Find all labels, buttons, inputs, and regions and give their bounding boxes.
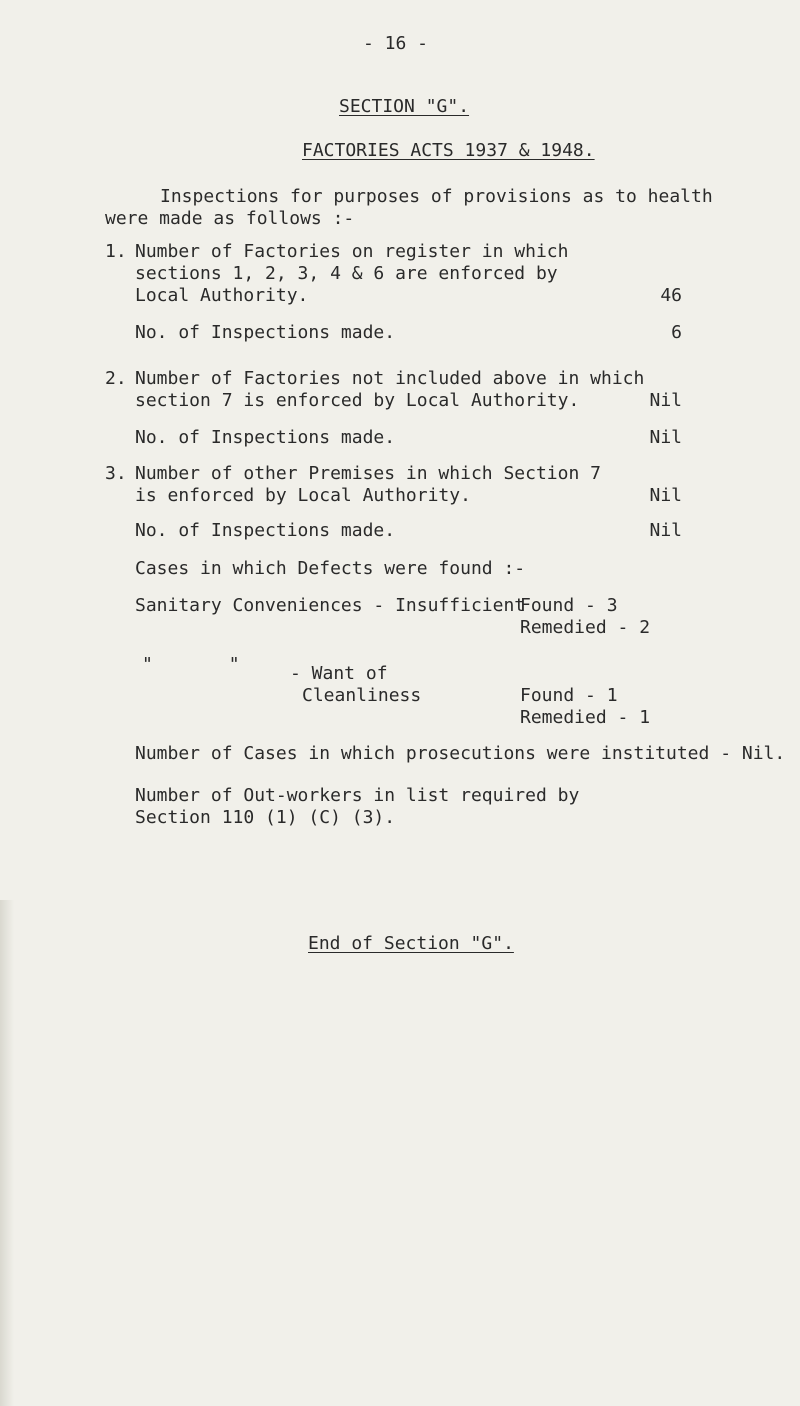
item-3-value: Nil — [649, 485, 682, 506]
item-3-line-2: is enforced by Local Authority. — [135, 485, 471, 506]
item-1-number: 1. — [105, 241, 127, 262]
defects-ditto-marks: " " — [142, 654, 240, 675]
item-3-line-1: Number of other Premises in which Section 7 — [135, 463, 601, 484]
defects-row-1-label: Sanitary Conveniences - Insufficient — [135, 595, 526, 616]
item-2-line-2: section 7 is enforced by Local Authority. — [135, 390, 580, 411]
item-1-value: 46 — [660, 285, 682, 306]
page-edge-shadow — [0, 900, 14, 1406]
intro-line-2: were made as follows :- — [105, 208, 355, 229]
page-number: - 16 - — [363, 33, 429, 54]
outworkers-line-1: Number of Out-workers in list required by — [135, 785, 580, 806]
item-3-inspections-label: No. of Inspections made. — [135, 520, 396, 541]
prosecutions-line: Number of Cases in which prosecutions were instituted - Nil. — [135, 743, 786, 764]
section-title: SECTION "G". — [339, 96, 470, 117]
item-2-inspections-label: No. of Inspections made. — [135, 427, 396, 448]
defects-row-1-remedied: Remedied - 2 — [520, 617, 651, 638]
defects-row-1-found: Found - 3 — [520, 595, 618, 616]
acts-title: FACTORIES ACTS 1937 & 1948. — [302, 140, 595, 161]
defects-row-2-label-2: Cleanliness — [302, 685, 422, 706]
item-3-number: 3. — [105, 463, 127, 484]
item-1-line-1: Number of Factories on register in which — [135, 241, 569, 262]
intro-line-1: Inspections for purposes of provisions as to health — [160, 186, 713, 207]
defects-row-2-label: - Want of — [290, 663, 388, 684]
outworkers-line-2: Section 110 (1) (C) (3). — [135, 807, 396, 828]
defects-heading: Cases in which Defects were found :- — [135, 558, 526, 579]
item-2-value: Nil — [649, 390, 682, 411]
item-1-line-2: sections 1, 2, 3, 4 & 6 are enforced by — [135, 263, 558, 284]
item-1-line-3: Local Authority. — [135, 285, 309, 306]
item-3-inspections-value: Nil — [649, 520, 682, 541]
item-2-line-1: Number of Factories not included above in which — [135, 368, 645, 389]
item-1-inspections-label: No. of Inspections made. — [135, 322, 396, 343]
item-2-number: 2. — [105, 368, 127, 389]
item-1-inspections-value: 6 — [671, 322, 682, 343]
defects-row-2-remedied: Remedied - 1 — [520, 707, 651, 728]
section-end-footer: End of Section "G". — [308, 933, 514, 954]
item-2-inspections-value: Nil — [649, 427, 682, 448]
defects-row-2-found: Found - 1 — [520, 685, 618, 706]
